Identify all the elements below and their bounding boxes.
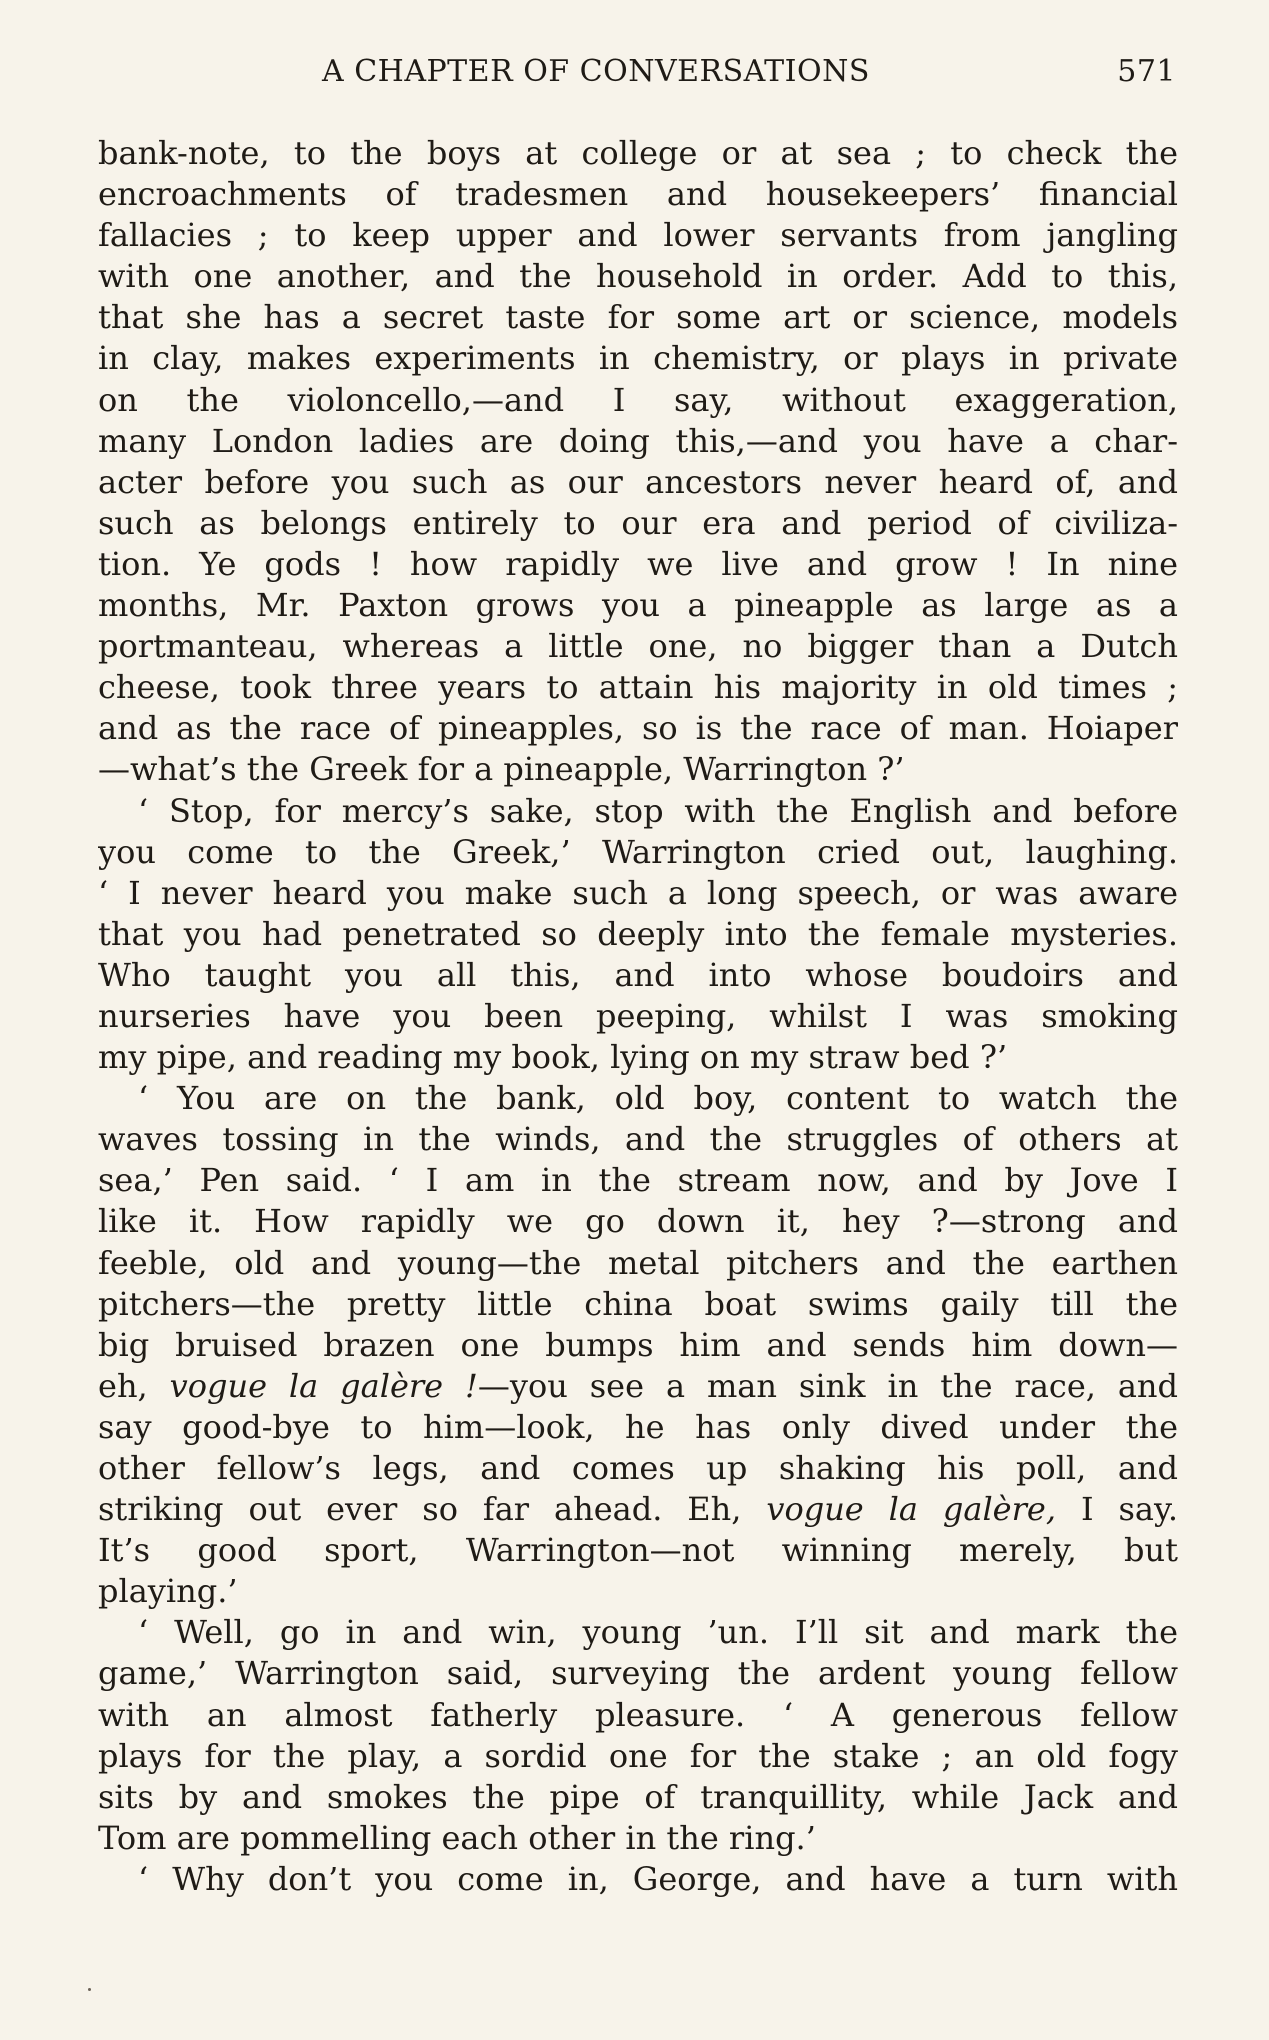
text-line: pitchers—the pretty little china boat swims gaily till the: [98, 1284, 1178, 1323]
text-line: and as the race of pineapples, so is the race of man. Hoiaper: [98, 709, 1178, 748]
text-line: ‘ Stop, for mercy’s sake, stop with the English and before: [138, 791, 1178, 830]
text-line: portmanteau, whereas a little one, no bigger than a Dutch: [98, 627, 1178, 666]
text-line: you come to the Greek,’ Warrington cried out, laughing.: [98, 832, 1178, 871]
text-line: cheese, took three years to attain his majority in old times ;: [98, 668, 1178, 707]
text-line: waves tossing in the winds, and the struggles of others at: [98, 1120, 1178, 1159]
text-line: in clay, makes experiments in chemistry, or plays in private: [98, 339, 1178, 378]
text-line: encroachments of tradesmen and housekeepers’ financial: [98, 175, 1178, 214]
text-line: Tom are pommelling each other in the ring.’: [98, 1818, 816, 1857]
italic-phrase: vogue la galère !: [169, 1366, 478, 1405]
text-line: fallacies ; to keep upper and lower servants from jangling: [98, 216, 1178, 255]
text-line: It’s good sport, Warrington—not winning merely, but: [98, 1531, 1178, 1570]
text-line: eh, vogue la galère !—you see a man sink in the race, and: [98, 1366, 1178, 1405]
text-line: plays for the play, a sordid one for the stake ; an old fogy: [98, 1736, 1178, 1775]
text-line: months, Mr. Paxton grows you a pineapple as large as a: [98, 586, 1178, 625]
running-header: [322, 52, 1176, 92]
text-line: that you had penetrated so deeply into the female mysteries.: [98, 914, 1178, 953]
text-line: —what’s the Greek for a pineapple, Warrington ?’: [98, 750, 905, 789]
chapter-title: A CHAPTER OF CONVERSATIONS: [322, 54, 870, 89]
body-text: [98, 133, 1178, 1900]
text-line: feeble, old and young—the metal pitchers and the earthen: [98, 1243, 1178, 1282]
text-line: Who taught you all this, and into whose boudoirs and: [98, 955, 1178, 994]
text-line: playing.’: [98, 1572, 238, 1611]
text-line: my pipe, and reading my book, lying on my straw bed ?’: [98, 1038, 1008, 1077]
text-line: game,’ Warrington said, surveying the ardent young fellow: [98, 1654, 1178, 1693]
text-line: ‘ You are on the bank, old boy, content to watch the: [138, 1079, 1178, 1118]
paper-speck: [88, 1988, 91, 1991]
text-line: ‘ Why don’t you come in, George, and have a turn with: [138, 1859, 1178, 1898]
text-line: other fellow’s legs, and comes up shaking his poll, and: [98, 1449, 1178, 1487]
text-line: nurseries have you been peeping, whilst I was smoking: [98, 996, 1178, 1035]
text-line: many London ladies are doing this,—and you have a char-: [98, 421, 1178, 460]
text-line: sea,’ Pen said. ‘ I am in the stream now, and by Jove I: [98, 1161, 1178, 1200]
text-line: that she has a secret taste for some art or science, models: [98, 298, 1178, 337]
text-line: such as belongs entirely to our era and period of civiliza-: [98, 503, 1178, 542]
text-line: like it. How rapidly we go down it, hey ?—strong and: [98, 1202, 1178, 1241]
page-number: 571: [1117, 54, 1176, 89]
text-line: with one another, and the household in order. Add to this,: [98, 257, 1178, 296]
italic-phrase: vogue la galère,: [766, 1490, 1057, 1529]
text-line: say good-bye to him—look, he has only dived under the: [98, 1407, 1178, 1446]
text-line: big bruised brazen one bumps him and sends him down—: [98, 1325, 1178, 1364]
text-line: tion. Ye gods ! how rapidly we live and grow ! In nine: [98, 544, 1178, 583]
text-line: sits by and smokes the pipe of tranquillity, while Jack and: [98, 1777, 1178, 1816]
text-line: ‘ I never heard you make such a long speech, or was aware: [98, 873, 1178, 912]
text-line: ‘ Well, go in and win, young ’un. I’ll sit and mark the: [138, 1613, 1178, 1652]
text-line: bank-note, to the boys at college or at sea ; to check the: [98, 134, 1178, 172]
text-line: striking out ever so far ahead. Eh, vogue la galère, I say.: [98, 1490, 1178, 1529]
text-line: with an almost fatherly pleasure. ‘ A generous fellow: [98, 1695, 1178, 1734]
text-line: acter before you such as our ancestors never heard of, and: [98, 462, 1178, 501]
text-line: on the violoncello,—and I say, without exaggeration,: [98, 380, 1178, 419]
